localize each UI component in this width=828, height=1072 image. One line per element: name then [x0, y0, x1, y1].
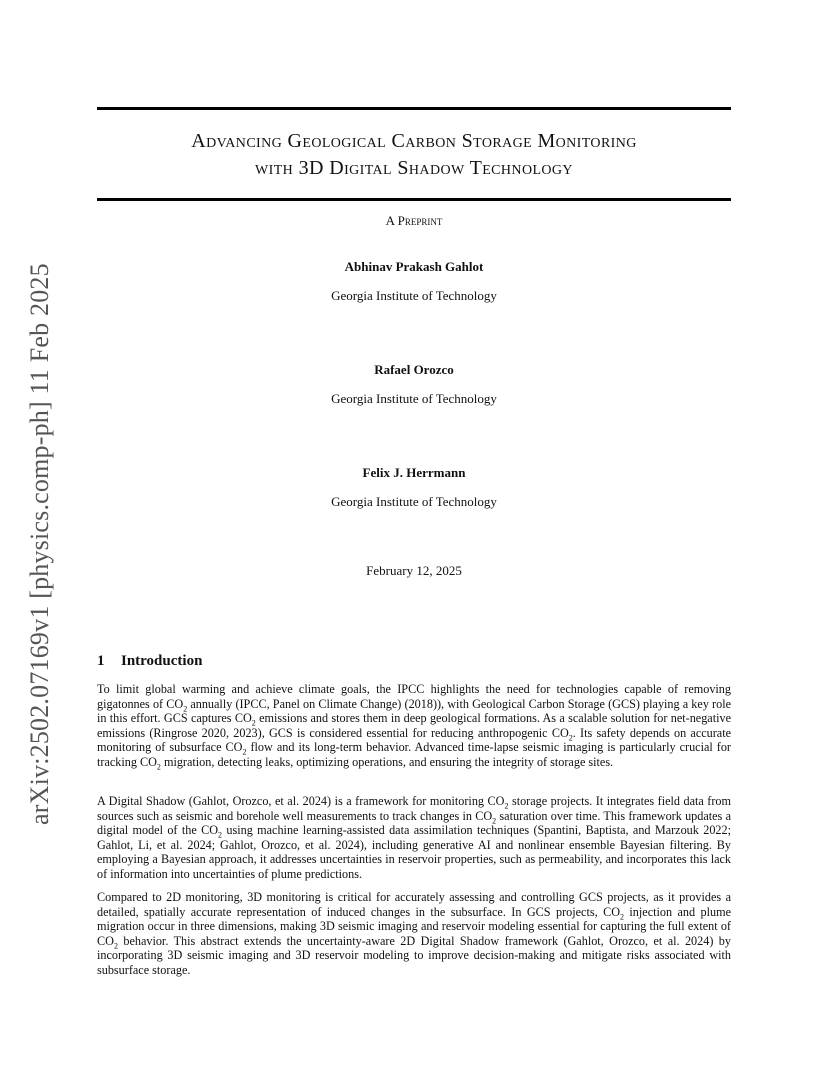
section-number: 1	[97, 653, 105, 669]
subscript: 2	[568, 733, 573, 743]
author-affiliation: Georgia Institute of Technology	[331, 391, 497, 406]
author-name: Felix J. Herrmann	[362, 465, 466, 480]
text-run: flow and its long-term behavior. Advanced time-lapse seismic imaging is particularly crucial for tracking CO	[97, 740, 731, 769]
title-bottom-rule	[97, 198, 731, 201]
subscript: 2	[251, 718, 256, 728]
paragraph-3	[97, 890, 731, 978]
author-affiliation: Georgia Institute of Technology	[331, 288, 497, 303]
subscript: 2	[620, 912, 624, 922]
subscript: 2	[492, 816, 497, 826]
paper-title	[97, 128, 731, 182]
section-title: Introduction	[121, 653, 203, 669]
text-run: emissions and stores them in deep geological formations. As a scalable solution for net-negative emissions (Ringrose 2020, 2023), GCS is considered essential for reducing anthropogenic CO	[97, 711, 731, 740]
author-name: Abhinav Prakash Gahlot	[344, 259, 484, 274]
text-run: . Its safety depends on accurate monitoring of subsurface CO	[97, 725, 732, 755]
title-line-1: Advancing Geological Carbon Storage Monitoring	[191, 130, 637, 152]
text-run: using machine learning-assisted data assimilation techniques (Spantini, Baptista, and Marzouk 2022; Gahlot, Li, et al. 2024; Gahlot, Orozco, et al. 2024), including generative AI and nonlinear ensemble Bayesian filtering. By employing a Bayesian approach, it addresses uncertainties in reservoir properties, such as permeability, and incorporates this lack of information into uncertainties of plume predictions.	[97, 823, 731, 881]
subscript: 2	[504, 801, 509, 811]
paragraph-2	[97, 794, 731, 882]
paper-date: February 12, 2025	[366, 563, 462, 578]
text-run: saturation over time. This framework updates a digital model of the CO	[97, 808, 731, 838]
subscript: 2	[113, 941, 118, 951]
text-run: injection and plume migration occur in three dimensions, making 3D seismic imaging and reservoir modeling essential for capturing the full extent of CO	[97, 904, 731, 948]
text-run: storage projects. It integrates field data from sources such as seismic and borehole well measurements to track changes in CO	[97, 794, 731, 823]
subscript: 2	[242, 747, 247, 757]
author-affiliation: Georgia Institute of Technology	[331, 494, 497, 509]
text-run: A Digital Shadow (Gahlot, Orozco, et al. 2024) is a framework for monitoring CO	[97, 794, 505, 808]
paragraph-1	[97, 682, 731, 770]
preprint-label: A Preprint	[385, 213, 443, 228]
text-run: behavior. This abstract extends the uncertainty-aware 2D Digital Shadow framework (Gahlot, Orozco, et al. 2024) by incorporating 3D seismic imaging and 3D reservoir modeling to improve decision-making and mitigate risks associated with subsurface storage.	[97, 933, 731, 977]
text-run: migration, detecting leaks, optimizing operations, and ensuring the integrity of storage sites.	[160, 754, 614, 769]
text-run: annually (IPCC, Panel on Climate Change) (2018)), with Geological Carbon Storage (GCS) playing a key role in this effort. GCS captures CO	[97, 696, 732, 726]
subscript: 2	[156, 762, 161, 772]
subscript: 2	[218, 830, 223, 840]
text-run: To limit global warming and achieve climate goals, the IPCC highlights the need for technologies capable of removing gigatonnes of CO	[97, 682, 731, 711]
title-line-2: with 3D Digital Shadow Technology	[255, 157, 573, 179]
title-top-rule	[97, 107, 731, 110]
arxiv-identifier: arXiv:2502.07169v1 [physics.comp-ph] 11 Feb 2025	[25, 263, 54, 825]
author-name: Rafael Orozco	[374, 362, 454, 377]
section-heading	[97, 653, 202, 670]
subscript: 2	[183, 704, 188, 714]
text-run: Compared to 2D monitoring, 3D monitoring is critical for accurately assessing and controlling GCS projects, as it provides a detailed, spatially accurate representation of induced changes in the subsurface. In GCS projects, CO	[97, 890, 731, 919]
